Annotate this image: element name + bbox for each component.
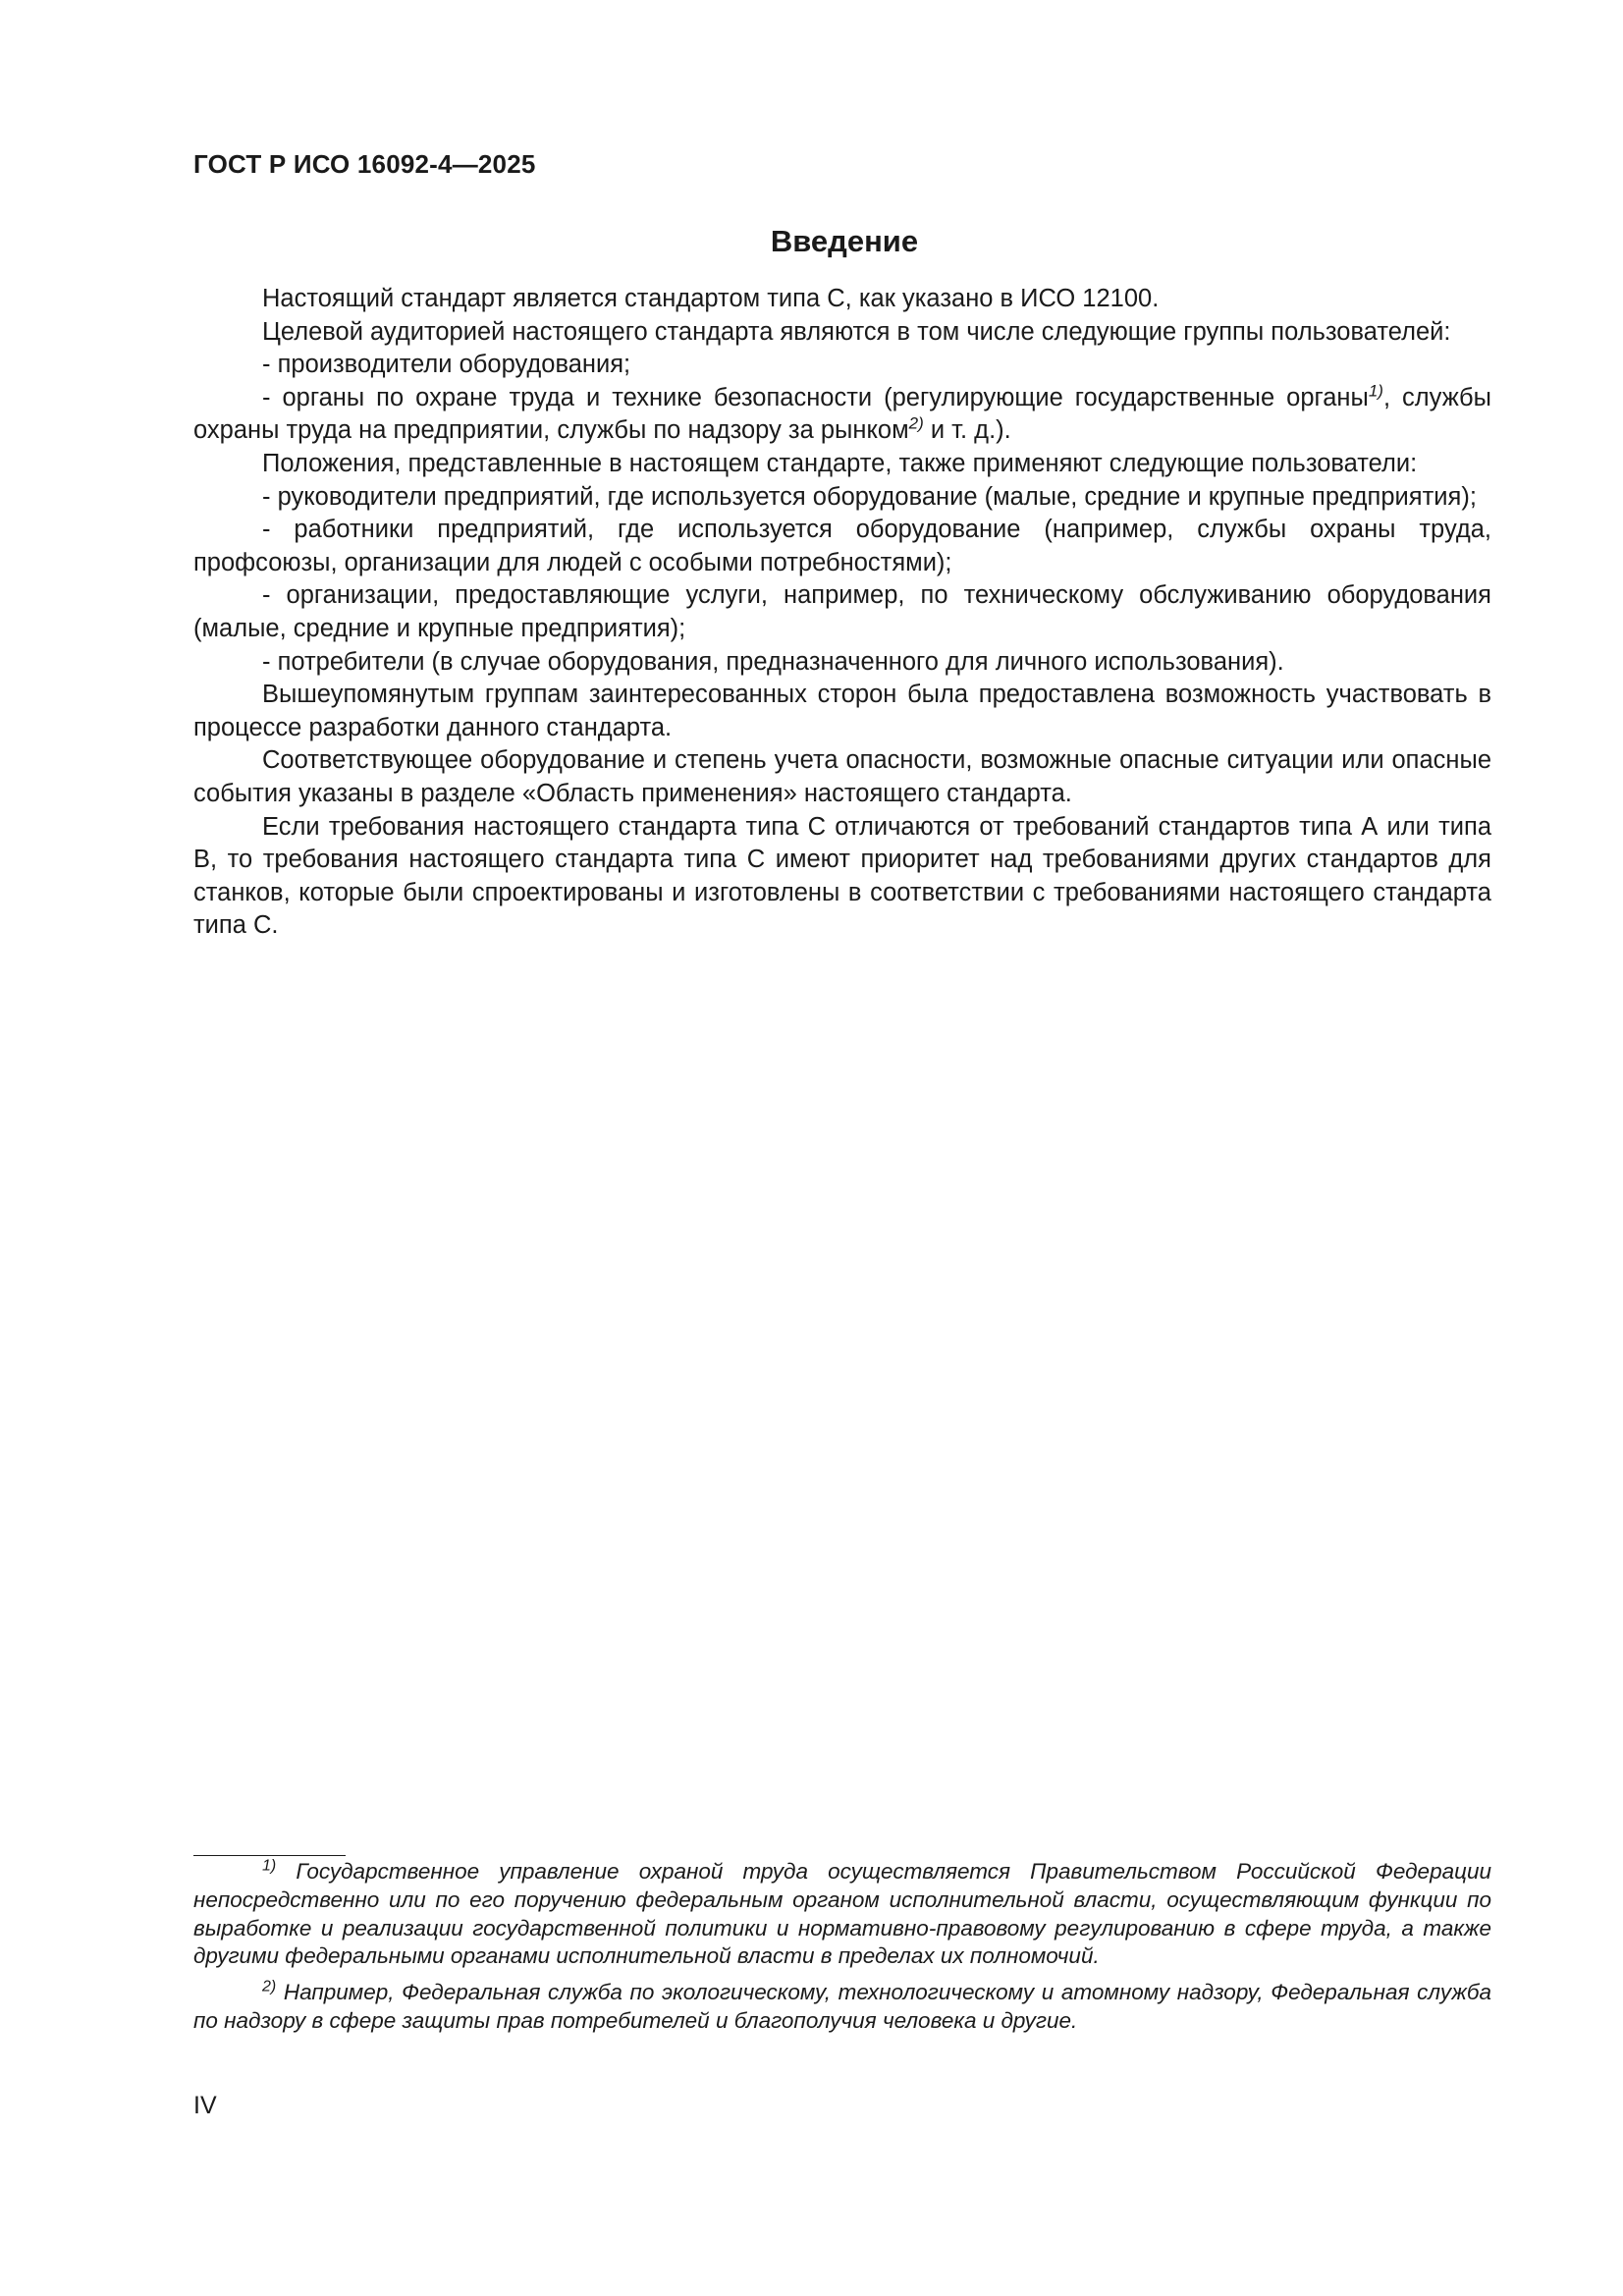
list-item-manufacturers: - производители оборудования; [262,351,631,379]
paragraph-also-users: Положения, представленные в настоящем стандарте, также применяют следующие пользователи: [262,449,1418,477]
paragraph-scope-reference: Соответствующее оборудование и степень учета опасности, возможные опасные ситуации или опасные события указаны в разделе «Область применения» настоящего стандарта. [193,746,1491,807]
footnote-ref-2[interactable]: 2) [908,413,924,433]
footnote-marker-2: 2) [262,1978,277,1995]
footnote-2 [193,1979,1491,2036]
footnote-ref-1[interactable]: 1) [1368,381,1383,401]
footnote-text-2: Например, Федеральная служба по экологическому, технологическому и атомному надзору, Федеральная служба по надзору в сфере защиты прав потребителей и благополучия человека и другие. [193,1980,1491,2033]
footnotes [193,1858,1491,2044]
safety-bodies-text-a: - органы по охране труда и технике безопасности (регулирующие государственные органы [262,383,1369,411]
safety-bodies-text-b: , службы охраны труда на предприятии, службы по надзору за рынком [193,383,1491,445]
list-item-consumers: - потребители (в случае оборудования, предназначенного для личного использования). [262,647,1284,676]
paragraph-target-audience: Целевой аудиторией настоящего стандарта являются в том числе следующие группы пользователей: [262,317,1451,346]
list-item-service-organizations: - организации, предоставляющие услуги, например, по техническому обслуживанию оборудования (малые, средние и крупные предприятия); [193,581,1491,642]
footnote-1 [193,1858,1491,1971]
section-title: Введение [770,224,919,258]
footnote-marker-1: 1) [262,1857,277,1875]
list-item-managers: - руководители предприятий, где используется оборудование (малые, средние и крупные предприятия); [262,482,1477,511]
safety-bodies-text-c: и т. д.). [923,416,1011,445]
list-item-safety-bodies [193,382,1491,448]
footnote-separator [193,1855,346,1856]
paragraph-stakeholders: Вышеупомянутым группам заинтересованных сторон была предоставлена возможность участвовать в процессе разработки данного стандарта. [193,681,1491,741]
document-number-header: ГОСТ Р ИСО 16092-4—2025 [193,149,536,179]
footnote-text-1: Государственное управление охраной труда осуществляется Правительством Российской Федерации непосредственно или по его поручению федеральным органом исполнительной власти, осуществляющим функции по выработке и реализации государственной политики и нормативно-правовому регулированию в сфере труда, а также другими федеральными органами исполнительной власти в пределах их полномочий. [193,1859,1491,1969]
paragraph-standard-type: Настоящий стандарт является стандартом типа С, как указано в ИСО 12100. [262,285,1160,312]
introduction-body [193,283,1491,943]
page-number: IV [193,2092,217,2119]
paragraph-type-c-priority: Если требования настоящего стандарта типа С отличаются от требований стандартов типа А или типа В, то требования настоящего стандарта типа С имеют приоритет над требованиями других стандартов для станков, которые были спроектированы и изготовлены в соответствии с требованиями настоящего стандарта типа С. [193,812,1491,940]
list-item-workers: - работники предприятий, где используется оборудование (например, службы охраны труда, профсоюзы, организации для людей с особыми потребностями); [193,516,1491,576]
